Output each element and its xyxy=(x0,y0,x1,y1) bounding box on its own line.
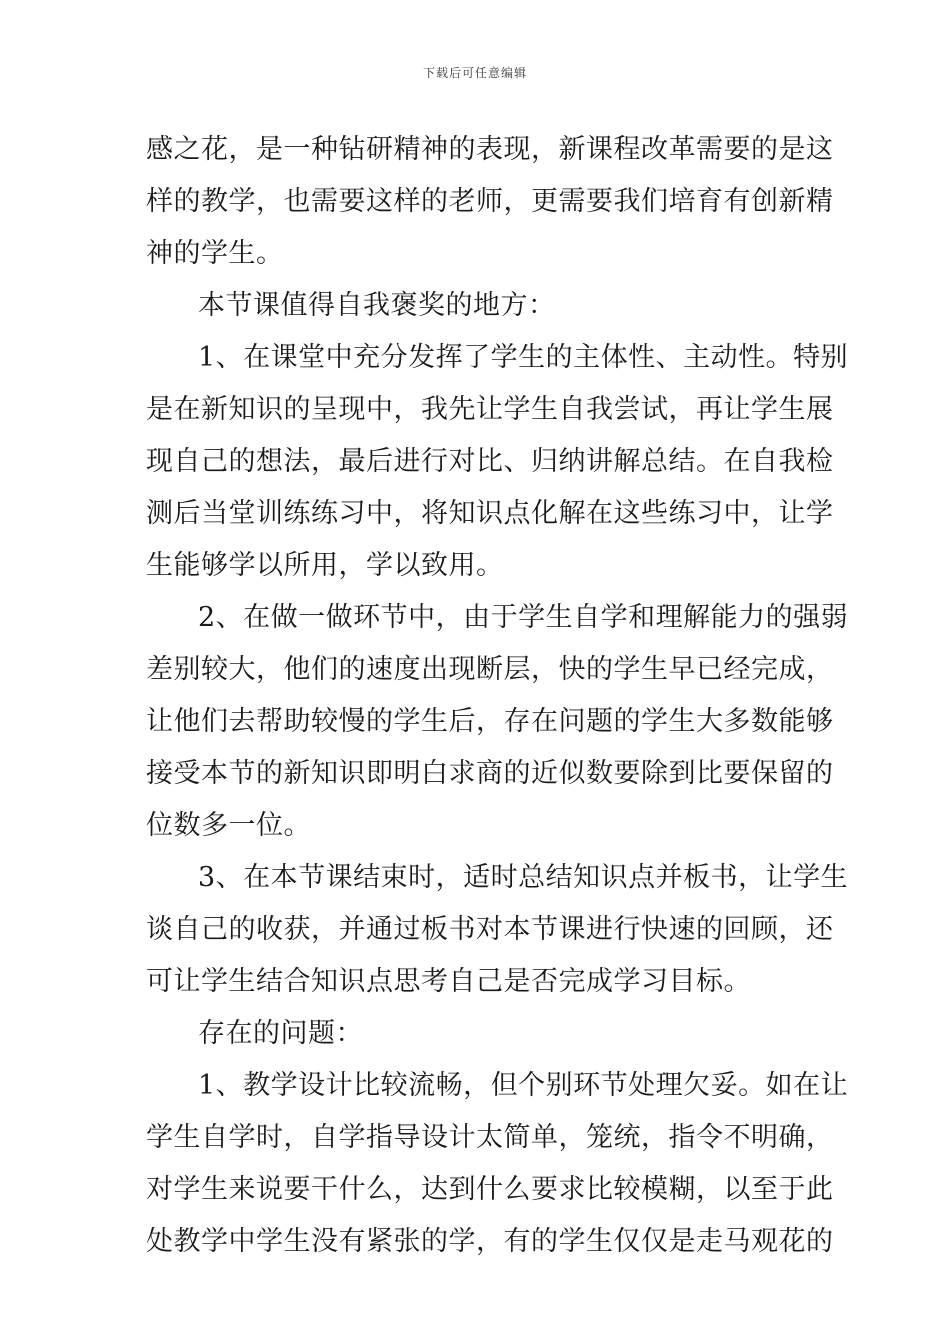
text-line: 样的教学，也需要这样的老师，更需要我们培育有创新精 xyxy=(146,186,834,217)
text-line: 位数多一位。 xyxy=(146,810,311,841)
section-heading: 存在的问题： xyxy=(198,1018,363,1049)
text-line: 让他们去帮助较慢的学生后，存在问题的学生大多数能够 xyxy=(146,706,834,737)
text-line: 是在新知识的呈现中，我先让学生自我尝试，再让学生展 xyxy=(146,394,834,425)
text-line: 对学生来说要干什么，达到什么要求比较模糊，以至于此 xyxy=(146,1174,834,1205)
text-line: 神的学生。 xyxy=(146,238,284,269)
text-line: 接受本节的新知识即明白求商的近似数要除到比要保留的 xyxy=(146,758,834,789)
section-heading: 本节课值得自我褒奖的地方： xyxy=(198,290,556,321)
text-line: 2、在做一做环节中，由于学生自学和理解能力的强弱 xyxy=(198,602,849,633)
text-line: 学生自学时，自学指导设计太简单，笼统，指令不明确， xyxy=(146,1122,834,1153)
document-body xyxy=(146,124,849,1268)
text-line: 差别较大，他们的速度出现断层，快的学生早已经完成， xyxy=(146,654,834,685)
text-line: 生能够学以所用，学以致用。 xyxy=(146,550,504,581)
text-line: 1、在课堂中充分发挥了学生的主体性、主动性。特别 xyxy=(198,342,849,373)
text-line: 可让学生结合知识点思考自己是否完成学习目标。 xyxy=(146,966,751,997)
text-line: 处教学中学生没有紧张的学，有的学生仅仅是走马观花的 xyxy=(146,1226,834,1257)
text-line: 测后当堂训练练习中，将知识点化解在这些练习中，让学 xyxy=(146,498,834,529)
text-line: 谈自己的收获，并通过板书对本节课进行快速的回顾，还 xyxy=(146,914,834,945)
text-line: 3、在本节课结束时，适时总结知识点并板书，让学生 xyxy=(198,862,849,893)
text-line: 感之花，是一种钻研精神的表现，新课程改革需要的是这 xyxy=(146,134,834,165)
text-line: 现自己的想法，最后进行对比、归纳讲解总结。在自我检 xyxy=(146,446,834,477)
page-header: 下载后可任意编辑 xyxy=(422,66,527,80)
text-line: 1、教学设计比较流畅，但个别环节处理欠妥。如在让 xyxy=(198,1070,849,1101)
